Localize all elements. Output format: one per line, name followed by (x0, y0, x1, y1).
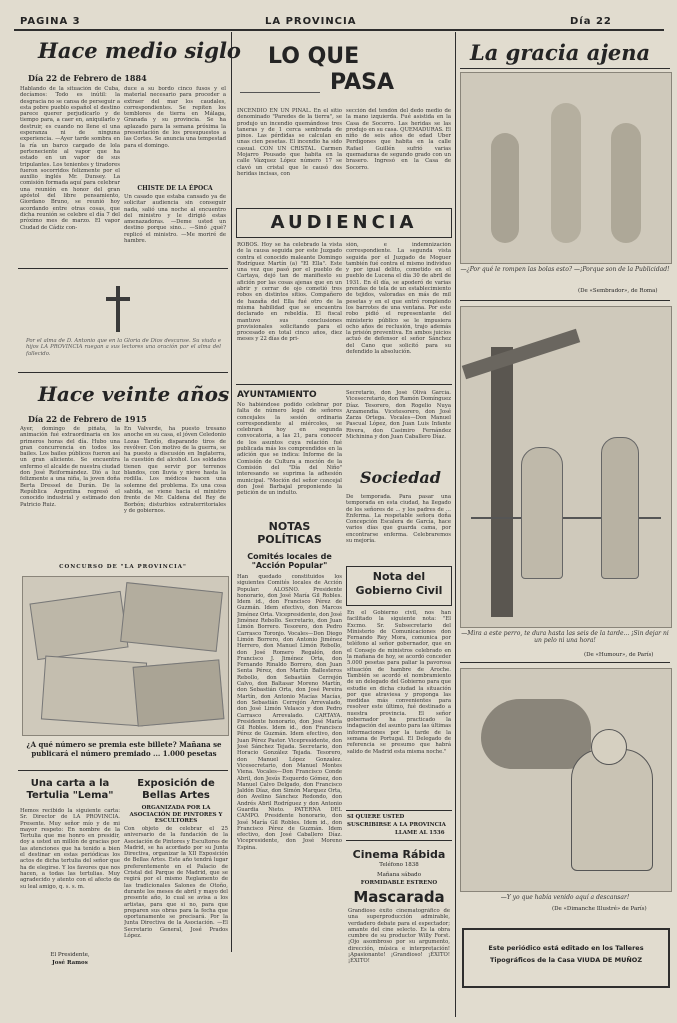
exposicion-subtitle: ORGANIZADA POR LA ASOCIACIÓN DE PINTORES Y ESCULTORES (129, 805, 223, 824)
medio-siglo-title: Hace medio siglo (38, 38, 241, 63)
notas-politicas-body: Han quedado constituidos los siguientes Comités locales de Acción Popular: ALOSNO. Presidente honorario, don José María Gil Robles. Idem id., don Francisco Pérez de Guzmán. Idem efectivo, don Marcos Jiménez Orta. Vicepresidente, don José Jiménez Rebollo. Secretario, don Juan Limón Borrero. Tesorero, don Pedro Carrasco Toronjo. Vocales—Don Diego Limón Borrero, don Antonio Jiménez Herrero, don Manuel Limón Rebollo, don José Romero Regalón, don Francisco J. Jiménez Orta, don Fernando Rinaldo Borrero, don Juan Senta Pérez, don Martín Ballesteros Rebollo, don Sebastián Cerrejón Calvo, don Baltasar Moreno Martín, don Sebastián Orta, don José Pereira Martín, don Antonio Macías Macías, don Sebastián Cerrejón Arrevalado, don José Limón Velasco y don Pedro Carrasco Arrevalado. CARTAYA. Presidente honorario, don José María Gil Robles. Idem id., don Francisco Pérez de Guzmán. Idem efectivo, don Juan Pérez Pastor. Vicepresidente, don José Sánchez Tejada. Secretario, don Horacio González Tejada. Tesorero, don Manuel López Gonzalez. Vicesecretario, don Manuel Montes Viena. Vocales—Don Francisco Conde Abril, don Jesús Esquerdo Gómez, don Manuel Calvo Delgado, don Francisco Jaldón Díaz, don Simón Marquez Orta, don Avelino Sánchez Redondo, don Andrés Abril Rodríguez y don Antonio Guardia Nieto. PATERNA DEL CAMPO. Presidente honorario, don José María Gil Robles. Idem id., don Francisco Pérez de Guzmán. Idem efectivo, don José Caballero Díaz. Vicepresidente, don José Moreno Espina. (237, 574, 342, 851)
divider (460, 662, 670, 663)
column-divider-1 (231, 32, 232, 952)
cartoon-3-source: (De «Dimanche Illustré» de París) (552, 906, 647, 912)
medio-siglo-col1: Hablando de la situación de Cuba, decíamos: Todo es inútil: la desgracia no se cansa de perseguir a esta pobre pueblo español el destino parece querer perjudicarlo y de tiempo para, a caer en, aniquilarlo y destruir, es cuando no llene el una esperanza ni de ninguna experiencia. —Ayer tarde sombra en la ría un barco cargado de lola perteneciente al vapor que ha estado en un vapor de sus tripulantes. Los tenientes y tiradores fueron socorridos felizmente por el auxilio inglés Mr. Dunsey. La comisión formada aquí para celebrar una reunión en honor del gran apóstol del libre pensamiento, Giordano Bruno, se reunió hoy acordando entre otras cosas, que dicha reunión se celebre el día 7 del próximo mes de marzo. El vapor Ciudad de Cádiz con- (20, 86, 120, 231)
lo-que-pasa-illustration (240, 72, 320, 93)
divider (460, 300, 670, 301)
gobierno-civil-body: En el Gobierno civil, nos han facilitado la siguiente nota: "El Excmo. Sr. Subsecretario del Ministerio de Comunicaciones don Fernando Rey Mora, comunica por teléfono al señor gobernador, que en el Consejo de ministros celebrado en la mañana de hoy, se acordó conceder 5.000 pesetas para paliar la pavorosa situación de hambre de Aroche. También se acordó el nombramiento de un delegado del Gobierno para que estudie en dicha ciudad la situación por que atraviesa y proponga las medidas más convenientes para resolver este último, fué destinado a nuestra provincia. El señor gobernador ha practicado la indagación del asunto para las últimas informaciones por la tarde de la semana de Portugal. El Delegado de referencia se presumo que habrá salido de Madrid esta misma noche." (347, 610, 451, 755)
chiste-body: Un casado que estaba cansado ya de solicitar audiencia sin conseguir nada, salió una noche al encuentro del ministro y le dirigió estas amenazadoras. —Deme usted un destino porque sino... —Sinó ¿qué? replicó el ministro. —Me moriré de hambre. (124, 194, 226, 245)
veinte-anos-col1: Ayer, domingo de piñata, la animación fué extraordinaria en los primeros horas del día. Hubo una gran concurrencia en todos los bailes. Los bailes públicos fueron así un gran aliciente. Se encuentra enfermo el alcalde de nuestra ciudad don José Reiformández. Dió a luz felizmente a una niña, la joven doña Berta Dressel de Durán. De la República Argentina regresó el conocido industrial y estimado don Patricio Ruiz. (20, 426, 120, 508)
cross-icon (106, 286, 130, 332)
medio-siglo-col2: duce a su bordo cinco fusos y el material necesario para proceder a extraer del mar los caudales, correspondientes. Se repiten los temblores de tierra en Málaga, Granada y su provincia. Se ha aplazado para la semana próxima la presentación de los presupuestos a las Cortes. Se anuncia una tempestad para el domingo. (124, 86, 226, 149)
ayuntamiento-title: AYUNTAMIENTO (237, 390, 317, 400)
cinema-manana: Mañana sábado (376, 872, 422, 878)
pasa-title: PASA (330, 70, 395, 95)
gracia-ajena-title: La gracia ajena (470, 40, 651, 65)
divider (460, 68, 670, 69)
tertulia-sign-name: José Ramos (52, 960, 88, 966)
printer-footer-line2: Tipográficos de la Casa VIUDA DE MUÑOZ (489, 956, 643, 964)
gobierno-civil-title: Nota del Gobierno Civil (355, 570, 443, 597)
sociedad-body: De temporada. Para pasar una temporada en esta ciudad, ha llegado de los señores de ... y los padres de ... Enferma. La respetable señora doña Concepción Escalera de García, hace varios días que guarda cama, por encontrarse enferma. Celebraremos su mejoría. (346, 494, 451, 545)
exposicion-title: Exposición de Bellas Artes (137, 778, 215, 801)
tertulia-body: Hemos recibido la siguiente carta: Sr. Director de LA PROVINCIA. Presente. Muy señor mío y de mi mayor respeto: En nombre de la Tertulia que me honro en presidir, doy a usted un millón de gracias por las atenciones que ha tenido a bien el destinar en estas periódicas los actos de dicha tertulia del señor que ha de elegirse. Y los favores que nos hacen, a todas las tertulias. Muy agradecido y atento con el afecto de su leal amigo, q. s. s. m. (20, 808, 120, 890)
divider (346, 810, 452, 811)
divider (346, 840, 452, 841)
cinema-estreno: FORMIDABLE ESTRENO (360, 880, 438, 886)
page-number-left: PAGINA 3 (20, 16, 81, 27)
cinema-body: Grandioso éxito cinematográfico de una superproducción admirable, verdadero debate para el espectador; amante del cine selecto. Es la obra cumbre de su productor Willy Forst. ¡Ojo asombroso por su argumento, dirección, música e interpretación! ¡Apasionante! ¡Grandioso! ¡ÉXITO! ¡ÉXITO! (348, 908, 450, 965)
column-divider-2 (455, 32, 456, 1017)
exposicion-body: Con objeto de celebrar el 25 aniversario de la fundación de la Asociación de Pintores y Escultores de Madrid, se ha acordado por su Junta Directiva, organizar la XII Exposición de Bellas Artes. Este año tendrá lugar preferentemente en el Palacio de Cristal del Parque de Madrid, que se regirá por el mismo Reglamento de las tradicionales Salones de Otoño, durante los meses de abril y mayo del presente año, lo cual se avisa a los artistas, para que si no, para que preparen sus obras para la fecha que oportunamente se precisará. Por la Junta Directiva de la Asociación. —El Secretario General, José Prados López. (124, 826, 228, 940)
tertulia-sign-role: El Presidente, (50, 952, 90, 958)
medio-siglo-date: Día 22 de Febrero de 1884 (28, 73, 147, 83)
cinema-phone: Teléfono 1838 (379, 862, 419, 868)
veinte-anos-col2: En Valverde, ha puesto tresano anoche en su casa, el jóven Celedonio Lozas Tardío, disparando tiros de revólver. Con motivo de la guerra, se ha puesto a discusión en Inglaterra, la cuestión del alcohol. Los soldados tienen que servir por terrenos blandos, con lluvia y nieve hasta la rodilla. Los médicos hacen una solemne del problema. Es una cosa sabida, se viene hacia el ministro frente de Mr. Caldena del Rey de Borbón; disturbios extraterritoriales y de gobiernos. (124, 426, 226, 514)
lo-que-pasa-col2: sección del tendón del dedo medio de la mano izquierda. Fué asistida en la Casa de Socorro. Las heridas se las produjo en su casa. QUEMADURAS. El niño de seis años de edad Uber Perdigones que habita en la calle Rafael Guillén sufrió varias quemaduras de segundo grado con un brasero. Ingresó en la Casa de Socorro. (346, 108, 451, 171)
cartoon-2-source: (De «Humour», de París) (584, 652, 654, 658)
veinte-anos-title: Hace veinte años (38, 382, 230, 406)
banknotes-illustration (22, 576, 229, 736)
divider (18, 770, 228, 771)
cartoon-2-illustration (460, 306, 672, 628)
chiste-title: CHISTE DE LA ÉPOCA (137, 185, 213, 192)
audiencia-col2: sión, e indemnización correspondiente. La segunda vista seguida por el Juzgado de Moguer también fué contra el mismo individuo y por igual delito, cometido en el pueblo de Lucena el día 30 de abril de 1931. En él día, se apoderó de varias prendas de tela de un establecimiento de tejidos, valoradas en más de mil pesetas y en el que entró rompiendo los barrotes de una ventana. Por este robo pidió el representante del ministerio público se le impusiera ocho años de reclusión, trajo además la prisión preventiva. En ambos juicios actuó de defensor el señor Sánchez del Cano que solicitó para su defendido la absolución. (346, 242, 451, 356)
premio-heading: CONCURSO DE "LA PROVINCIA" (59, 564, 187, 570)
divider (236, 384, 452, 385)
lo-que-pasa-col1: INCENDIO EN UN PINAL. En el sitio denominado "Paredes de la tierra", se produjo un incendio quemándose tres taneras y de 1 cerca sembrada de pinos. Las pérdidas se calculan en unas cien pesetas. El incendio ha sido casual. CON UN CRISTAL. Carmen Mojarro Pousado que habita en la calle Vázquez López número 17 se clavó un cristal que le causó dos heridas incisas, con (237, 108, 342, 177)
suscribase-line1: SI QUIERE USTED (347, 814, 405, 820)
premio-caption: ¿A qué número se premia este billete? Mañana se publicará el número premiado ... 1.000 pesetas (26, 740, 222, 758)
notas-politicas-sub: Comités locales de "Acción Popular" (247, 552, 332, 570)
ayuntamiento-body: No habiéndose podido celebrar por falta de número legal de señores concejales la sesión ordinaria correspondiente al miércoles, se celebrará hoy en segunda convocatoria, a las 21, para conocer de los asuntos cuya relación fué publicada más los comprendidos en la adición que se indica: Informe de la Comisión de Cultura a moción de la Comisión del "Día del Niño" interesando se suprima la adhesión municipal. "Moción del señor concejal don José Barbajal proponiendo la petición de un indulto. (237, 402, 342, 497)
cartoon-1-source: (De «Sembrador», de Roma) (578, 288, 658, 294)
cartoon-3-caption: —Y yo que había venido aquí a descansar! (500, 894, 630, 901)
tertulia-title: Una carta a la Tertulia "Lema" (26, 778, 114, 801)
cartoon-2-caption: —Mira a este perro, te dura hasta las seis de la tarde... ¡Sin dejar ni un pelo ni una hora! (461, 630, 669, 644)
ayuntamiento-extra-body: Secretario, don José Olivá García. Vicesecretario, don Ramón Domínguez Díaz. Tesorero, don Rogelio Nuya Arzamendia. Vicetesorero, don José Zarza Ortega. Vocales—Don Manuel Pascual López, don Juan Luis Infante Rivera, don Casimiro Fernández Michinina y don Juan Caballero Díaz. (346, 390, 451, 441)
header-rule (14, 29, 664, 31)
lo-que-title: LO QUE (268, 44, 360, 69)
obituary-text: Por el alma de D. Antonio que en la Gloria de Dios descanse. Su viuda e hijos LA PROVINCIA ruegan a sus lectores una oración por el alma del fallecido. (26, 338, 221, 357)
cinema-film: Mascarada (353, 888, 445, 906)
newspaper-name: LA PROVINCIA (265, 16, 357, 27)
printer-footer-line1: Este periódico está editado en los Talleres (488, 944, 644, 952)
cartoon-3-illustration (460, 668, 672, 892)
divider (18, 268, 228, 269)
cartoon-1-caption: —¿Por qué le rompen las bolas esto? —¡Porque son de la Publicidad! (460, 266, 670, 273)
notas-politicas-title: NOTAS POLÍTICAS (257, 520, 322, 546)
suscribase-line2: SUSCRIBIRSE A LA PROVINCIA (347, 822, 446, 828)
suscribase-line3: LLAME AL 1536 (395, 830, 445, 836)
audiencia-col1: ROBOS. Hoy se ha celebrado la vista de la causa seguida por este Juzgado contra el conocido maleante Domingo Rodríguez Martín (a) "El Ella". Este una vez que pasó por el pueblo de Cartaya, dejó tan de manifiesto su afición por las cosas ajenas que en un abrir y cerrar de ojo cometió tres robos en distintos sitios. Compañero de hazaña del Ella fué otro de la misma habilidad que se encuentra declarado en rebeldía. El fiscal mantuvo sus conclusiones provisionales solicitando para el procesado en total cinco años, diez meses y 22 días de pri- (237, 242, 342, 343)
header-day: Día 22 (570, 16, 612, 27)
veinte-anos-date: Día 22 de Febrero de 1915 (28, 414, 147, 424)
audiencia-title: AUDIENCIA (270, 212, 418, 233)
cinema-title: Cinema Rábida (352, 848, 446, 861)
sociedad-title: Sociedad (360, 468, 441, 487)
divider (18, 372, 228, 373)
cartoon-1-illustration (460, 72, 672, 264)
